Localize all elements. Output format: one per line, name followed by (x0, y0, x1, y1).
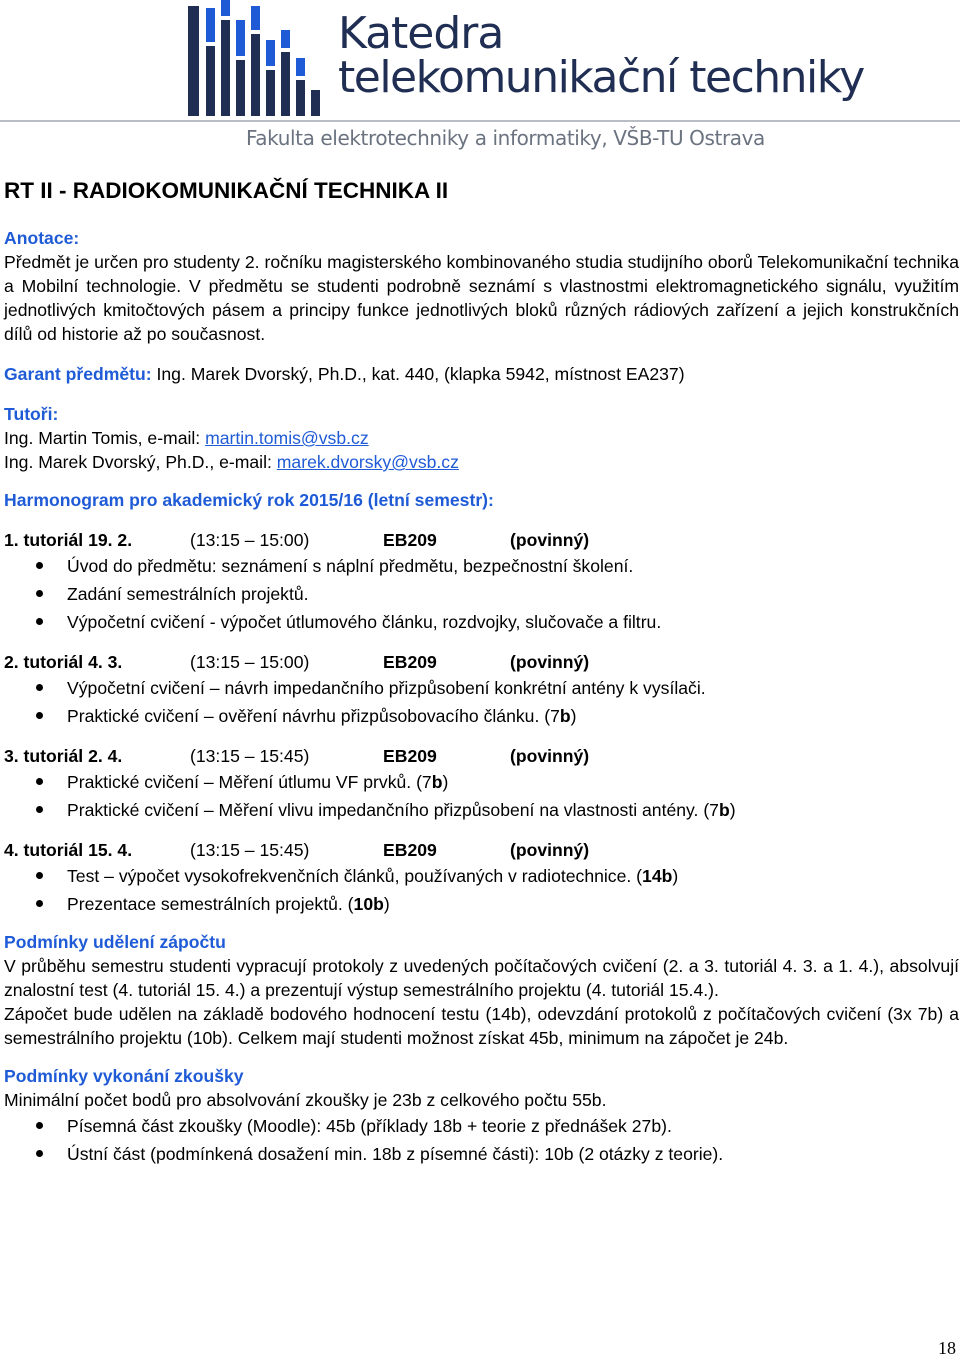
exam-items (4, 1112, 959, 1168)
guarantor-line (4, 362, 959, 386)
faculty-name: Fakulta elektrotechniky a informatiky, VŠB-TU Ostrava (246, 126, 765, 150)
tutor-name: Ing. Marek Dvorský, Ph.D., e-mail: (4, 452, 277, 472)
guarantor-text: Ing. Marek Dvorský, Ph.D., kat. 440, (klapka 5942, místnost EA237) (151, 364, 685, 384)
document-body (4, 176, 959, 1168)
tutor-email-link[interactable]: martin.tomis@vsb.cz (205, 428, 369, 448)
sound-wave-logo-icon (186, 0, 326, 118)
exam-conditions-heading: Podmínky vykonání zkoušky (4, 1066, 244, 1086)
tutorial-type: (povinný) (510, 746, 590, 766)
tutors-heading: Tutoři: (4, 404, 59, 424)
item-text: Praktické cvičení – ověření návrhu přizpůsobovacího článku. (7 (67, 706, 560, 726)
item-points: 14b (642, 866, 673, 886)
tutorial-time: (13:15 – 15:45) (190, 840, 310, 860)
tutor-row (4, 426, 959, 450)
tutorial-header (4, 650, 959, 674)
item-points: b (718, 800, 730, 820)
item-points: b (559, 706, 571, 726)
list-item: Prezentace semestrálních projektů. (10b) (4, 890, 959, 918)
list-item: Test – výpočet vysokofrekvenčních článků, používaných v radiotechnice. (14b) (4, 862, 959, 890)
tutor-row (4, 450, 959, 474)
list-item: Praktické cvičení – Měření vlivu impedančního přizpůsobení na vlastnosti antény. (7b) (4, 796, 959, 824)
course-title: RT II - RADIOKOMUNIKAČNÍ TECHNIKA II (4, 178, 449, 203)
annotation-text: Předmět je určen pro studenty 2. ročníku magisterského kombinovaného studia studijního oborů Telekomunikační technika a Mobilní technologie. V předmětu se studenti podrobně seznámí s vlastnostmi elektromagnetického signálu, využitím jednotlivých kmitočtových pásem a principy funkce jednotlivých bloků různých rádiových zařízení a jejich konstrukčních dílů od historie až po současnost. (4, 252, 959, 344)
list-item: Ústní část (podmínkená dosažení min. 18b z písemné části): 10b (2 otázky z teorie). (4, 1140, 959, 1168)
schedule-heading: Harmonogram pro akademický rok 2015/16 (letní semestr): (4, 490, 494, 510)
tutorial-label: 4. tutoriál 15. 4. (4, 840, 133, 860)
tutorial-header (4, 744, 959, 768)
tutorial-room: EB209 (383, 652, 437, 672)
item-text: Praktické cvičení – Měření útlumu VF prvků. (7 (67, 772, 432, 792)
tutor-name: Ing. Martin Tomis, e-mail: (4, 428, 206, 448)
tutorial-time: (13:15 – 15:45) (190, 746, 310, 766)
tutorial-header (4, 838, 959, 862)
tutorial-room: EB209 (383, 840, 437, 860)
item-text: Test – výpočet vysokofrekvenčních článků, používaných v radiotechnice. ( (67, 866, 643, 886)
tutorial-items (4, 862, 959, 918)
tutorial-type: (povinný) (510, 530, 590, 550)
tutorial-items (4, 674, 959, 730)
annotation-heading: Anotace: (4, 228, 80, 248)
item-points: 10b (353, 894, 384, 914)
item-points: b (431, 772, 443, 792)
tutorial-room: EB209 (383, 530, 437, 550)
guarantor-heading: Garant předmětu: (4, 364, 152, 384)
tutorial-time: (13:15 – 15:00) (190, 530, 310, 550)
item-text: Praktické cvičení – Měření vlivu impedančního přizpůsobení na vlastnosti antény. (7 (67, 800, 719, 820)
list-item: Zadání semestrálních projektů. (4, 580, 959, 608)
tutorial-time: (13:15 – 15:00) (190, 652, 310, 672)
list-item: Praktické cvičení – Měření útlumu VF prvků. (7b) (4, 768, 959, 796)
list-item: Výpočetní cvičení - výpočet útlumového článku, rozdvojky, slučovače a filtru. (4, 608, 959, 636)
tutorial-label: 2. tutoriál 4. 3. (4, 652, 123, 672)
tutorial-type: (povinný) (510, 840, 590, 860)
tutorial-items (4, 768, 959, 824)
list-item: Úvod do předmětu: seznámení s náplní předmětu, bezpečnostní školení. (4, 552, 959, 580)
header-divider (0, 120, 960, 122)
list-item: Písemná část zkoušky (Moodle): 45b (příklady 18b + teorie z přednášek 27b). (4, 1112, 959, 1140)
exam-conditions-text: Minimální počet bodů pro absolvování zkoušky je 23b z celkového počtu 55b. (4, 1090, 607, 1110)
department-title: Katedra (338, 8, 504, 59)
credit-conditions-text: V průběhu semestru studenti vypracují protokoly z uvedených počítačových cvičení (2. a 3. tutoriál 4. 3. a 1. 4.), absolvují znalostní test (4. tutoriál 15. 4.) a prezentují výstup semestrálního projektu (4. tutoriál 15.4.). (4, 956, 959, 1000)
credit-conditions-heading: Podmínky udělení zápočtu (4, 932, 226, 952)
list-item: Výpočetní cvičení – návrh impedančního přizpůsobení konkrétní antény k vysílači. (4, 674, 959, 702)
page-number: 18 (938, 1338, 956, 1358)
tutorial-label: 3. tutoriál 2. 4. (4, 746, 123, 766)
tutor-email-link[interactable]: marek.dvorsky@vsb.cz (276, 452, 459, 472)
list-item: Praktické cvičení – ověření návrhu přizpůsobovacího článku. (7b) (4, 702, 959, 730)
credit-conditions-text: Zápočet bude udělen na základě bodového hodnocení testu (14b), odevzdání protokolů z počítačových cvičení (3x 7b) a semestrálního projektu (10b). Celkem mají studenti možnost získat 45b, minimum na zápočet je 24b. (4, 1004, 959, 1048)
department-subtitle: telekomunikační techniky (338, 52, 864, 103)
tutorial-room: EB209 (383, 746, 437, 766)
tutorial-type: (povinný) (510, 652, 590, 672)
item-text: Prezentace semestrálních projektů. ( (67, 894, 354, 914)
tutorial-header (4, 528, 959, 552)
tutorial-items (4, 552, 959, 636)
tutorial-label: 1. tutoriál 19. 2. (4, 530, 133, 550)
